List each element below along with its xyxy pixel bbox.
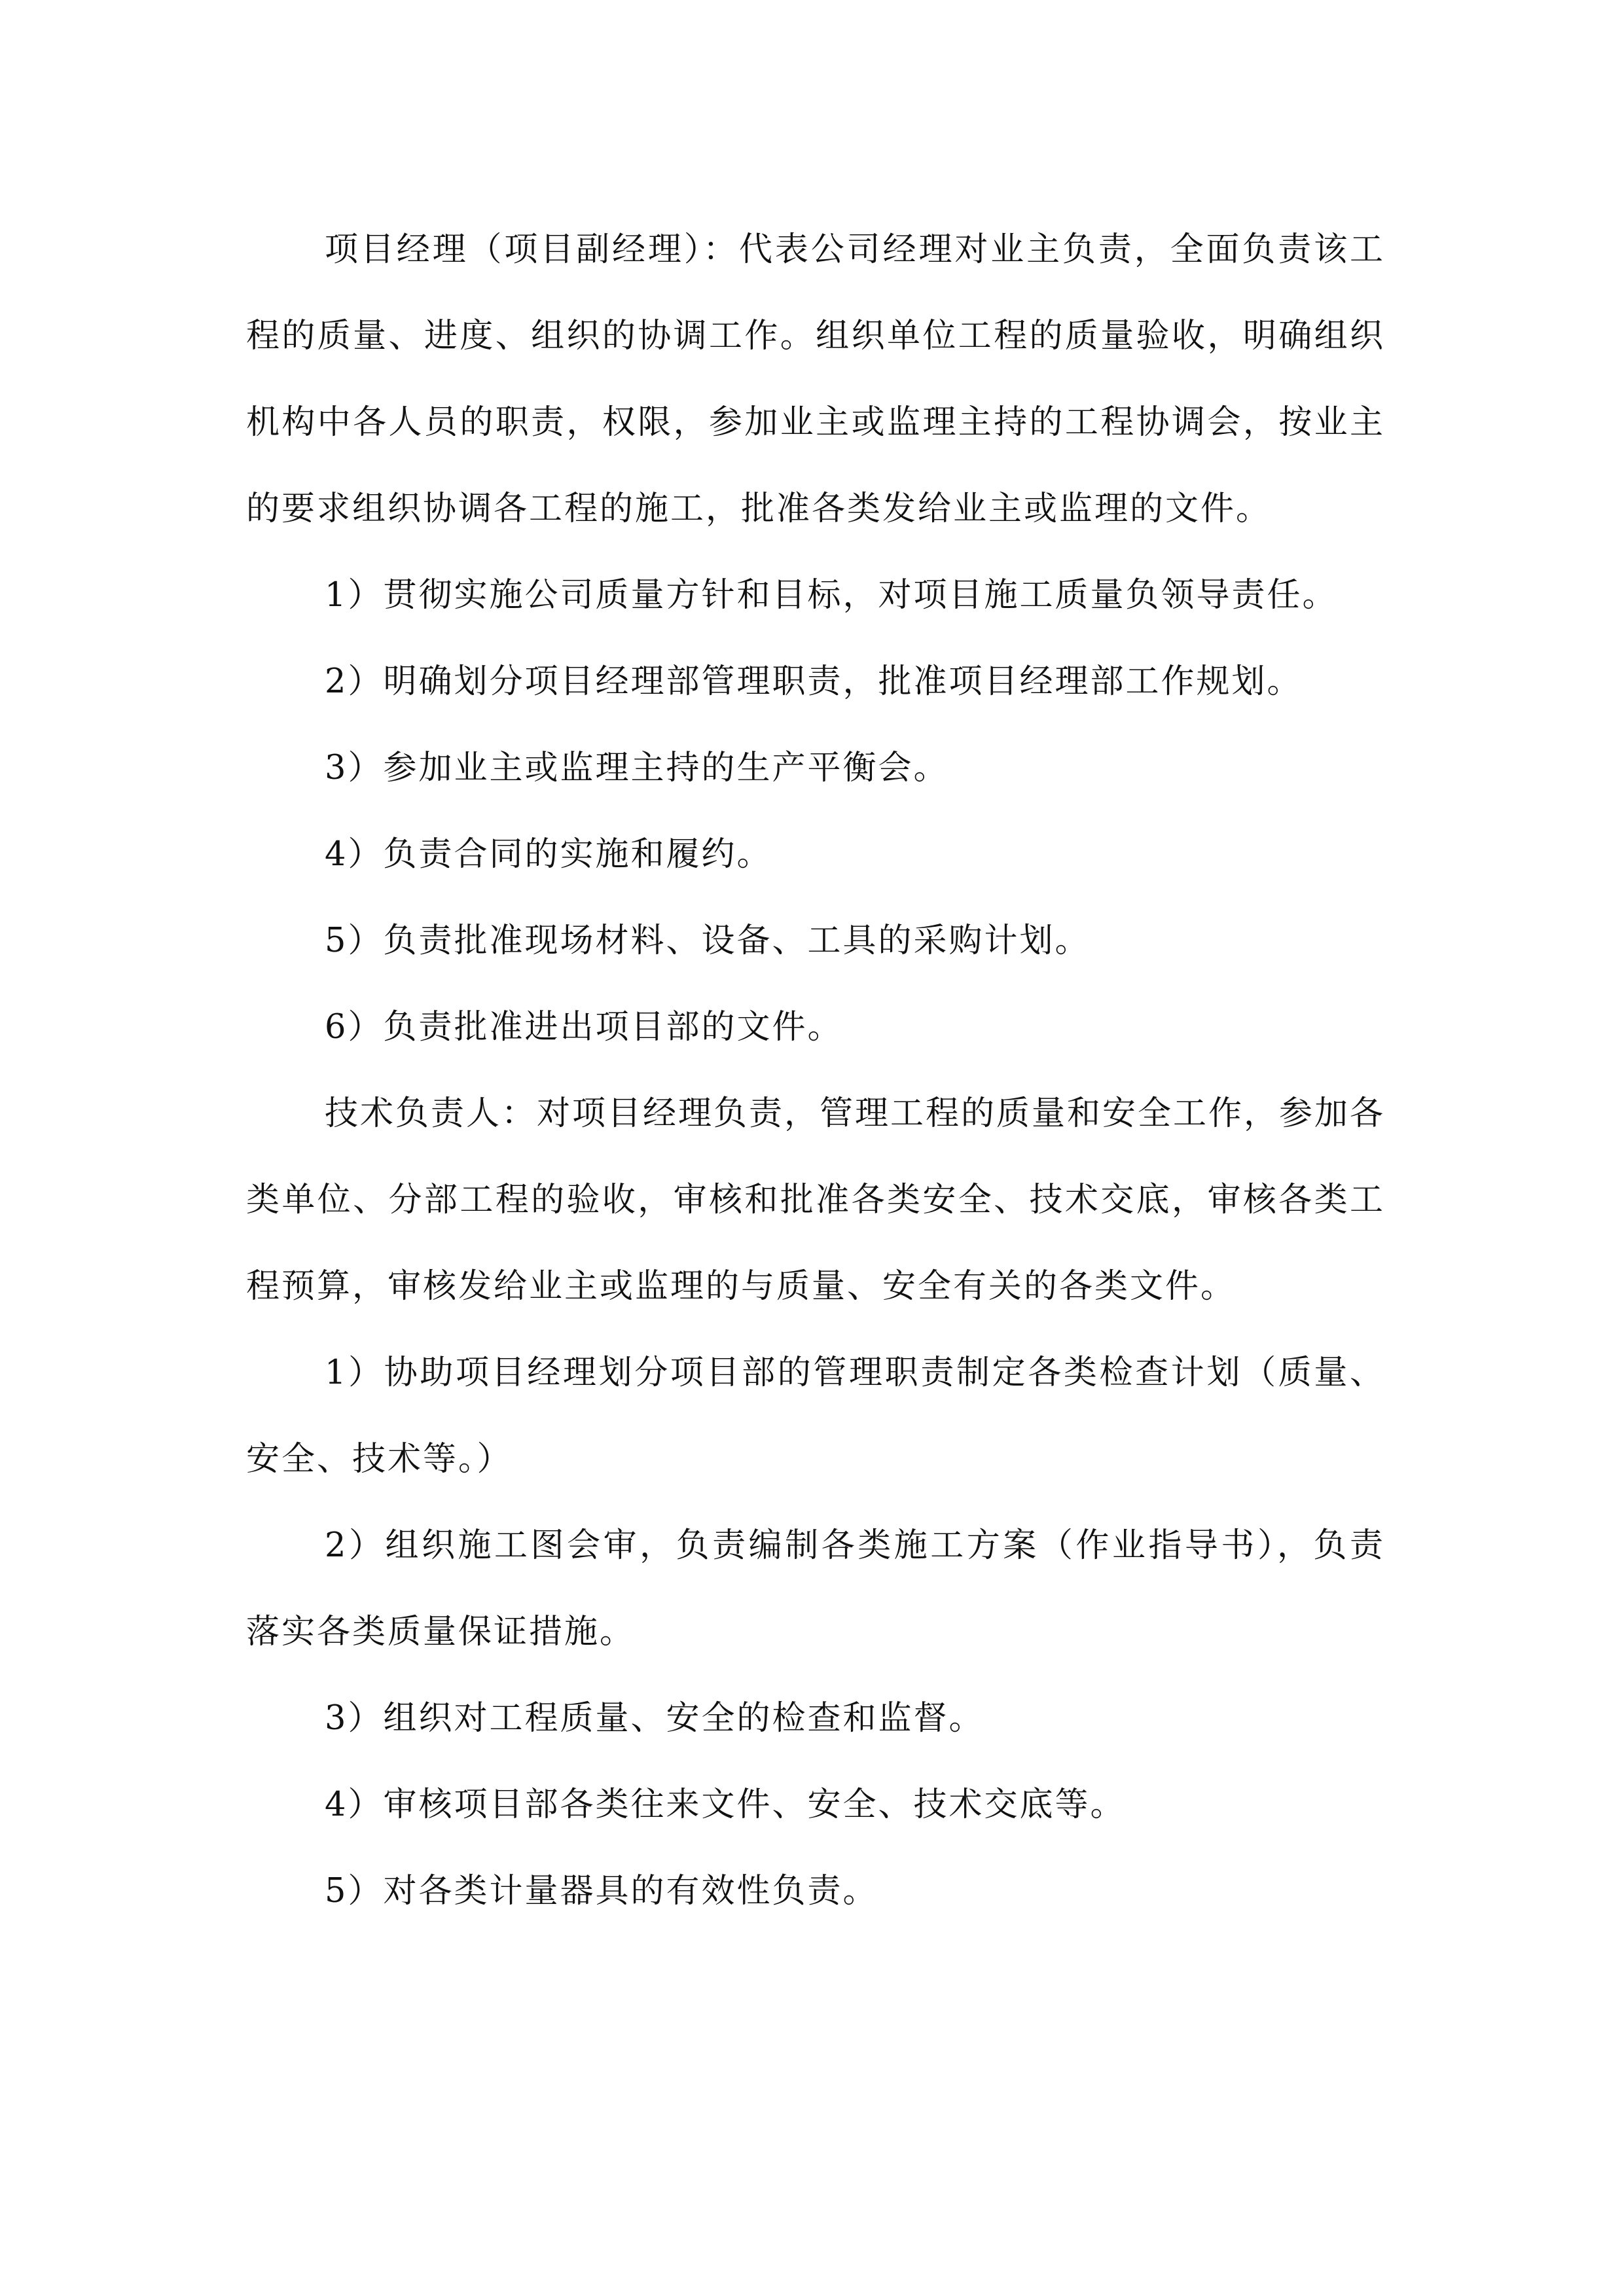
paragraph-tl-duty-5: 5）对各类计量器具的有效性负责。 bbox=[325, 1872, 878, 1910]
paragraph-pm-duty-2: 2）明确划分项目经理部管理职责，批准项目经理部工作规划。 bbox=[325, 662, 1303, 701]
paragraph-tl-duty-3: 3）组织对工程质量、安全的检查和监督。 bbox=[325, 1699, 984, 1738]
paragraph-tl-duty-2: 2）组织施工图会审，负责编制各类施工方案（作业指导书），负责落实各类质量保证措施。 bbox=[246, 1526, 1385, 1651]
paragraph-technical-lead: 技术负责人：对项目经理负责，管理工程的质量和安全工作，参加各类单位、分部工程的验收，审核和批准各类安全、技术交底，审核各类工程预算，审核发给业主或监理的与质量、安全有关的各类文件。 bbox=[246, 1094, 1386, 1306]
paragraph-pm-duty-3: 3）参加业主或监理主持的生产平衡会。 bbox=[325, 749, 949, 787]
paragraph-project-manager: 项目经理（项目副经理）：代表公司经理对业主负责，全面负责该工程的质量、进度、组织的协调工作。组织单位工程的质量验收，明确组织机构中各人员的职责，权限，参加业主或监理主持的工程协调会，按业主的要求组织协调各工程的施工，批准各类发给业主或监理的文件。 bbox=[246, 230, 1385, 528]
paragraph-pm-duty-6: 6）负责批准进出项目部的文件。 bbox=[325, 1008, 843, 1047]
paragraph-tl-duty-1: 1）协助项目经理划分项目部的管理职责制定各类检查计划（质量、安全、技术等。） bbox=[246, 1354, 1385, 1479]
paragraph-pm-duty-4: 4）负责合同的实施和履约。 bbox=[325, 835, 772, 874]
paragraph-tl-duty-4: 4）审核项目部各类往来文件、安全、技术交底等。 bbox=[325, 1785, 1126, 1824]
document-body bbox=[246, 207, 1385, 1935]
paragraph-pm-duty-5: 5）负责批准现场材料、设备、工具的采购计划。 bbox=[325, 922, 1091, 960]
paragraph-pm-duty-1: 1）贯彻实施公司质量方针和目标，对项目施工质量负领导责任。 bbox=[325, 576, 1338, 615]
